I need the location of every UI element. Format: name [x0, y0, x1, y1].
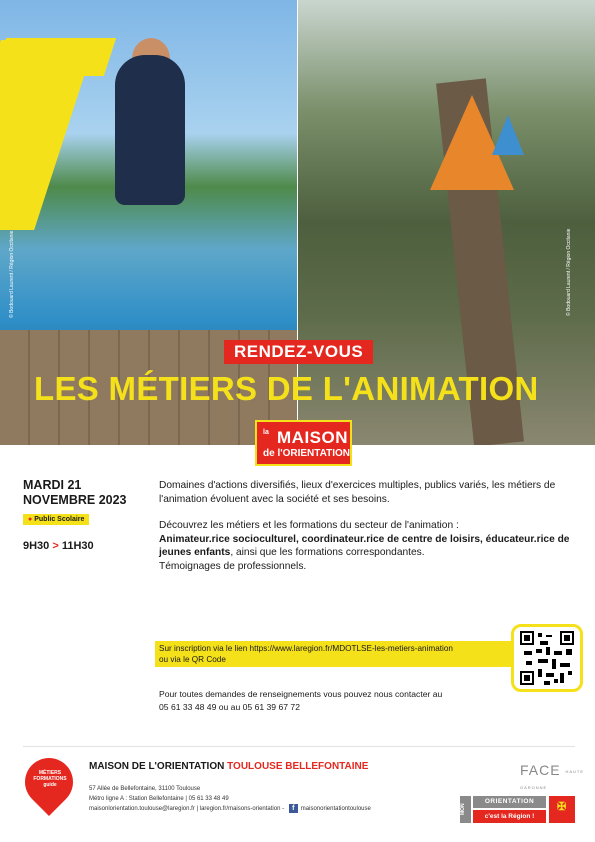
footer-title — [89, 761, 368, 772]
maison-orientation-logo — [255, 420, 352, 466]
discover-jobs: Animateur.rice socioculturel, coordinateur.rice de centre de loisirs, éducateur.rice de jeunes enfants — [159, 533, 570, 558]
facebook-icon[interactable]: f — [289, 804, 298, 813]
email-link[interactable]: maisonlorientation.toulouse@laregion.fr — [89, 806, 195, 813]
registration-box[interactable] — [155, 641, 518, 667]
testimonies-text: Témoignages de professionnels. — [159, 560, 307, 572]
face-logo-text: FACE — [520, 762, 561, 778]
facebook-link[interactable]: maisonorientationtoulouse — [300, 806, 371, 813]
contact-phones[interactable]: 05 61 33 48 49 ou au 05 61 39 67 72 — [159, 702, 300, 712]
logo-line-1: la — [263, 429, 269, 436]
mon-orientation-logo — [460, 796, 546, 823]
time-end: 11H30 — [61, 540, 94, 552]
rendezvous-label: RENDEZ-VOUS — [224, 340, 373, 364]
region-occitanie-logo — [549, 796, 575, 823]
mon-label: MON — [460, 796, 471, 823]
logo-line-3: de l'ORIENTATION — [263, 448, 351, 459]
group-icon: ● — [28, 516, 33, 523]
divider — [23, 746, 575, 747]
orientation-label: ORIENTATION — [473, 796, 546, 808]
footer-title-main: MAISON DE L'ORIENTATION — [89, 761, 228, 772]
registration-link[interactable]: Sur inscription via le lien https://www.laregion.fr/MDOTLSE-les-metiers-animation — [159, 644, 453, 653]
footer-title-location: TOULOUSE BELLEFONTAINE — [227, 761, 369, 772]
website-link[interactable]: laregion.fr/maisons-orientation — [199, 806, 281, 813]
discover-paragraph — [159, 519, 579, 573]
contact-intro: Pour toutes demandes de renseignements vous pouvez nous contacter au — [159, 689, 443, 699]
page-title: LES MÉTIERS DE L'ANIMATION — [34, 370, 539, 407]
discover-lead: Découvrez les métiers et les formations du secteur de l'animation : — [159, 520, 459, 531]
intro-paragraph: Domaines d'actions diversifiés, lieux d'exercices multiples, publics variés, les métiers de l'animation évoluent avec la société et ses besoins. — [159, 480, 556, 505]
footer-address — [89, 785, 229, 804]
qr-code[interactable] — [511, 624, 583, 692]
address-line: 57 Allée de Bellefontaine, 31100 Toulouse — [89, 786, 201, 792]
occitan-cross-icon: ✠ — [557, 801, 567, 813]
logo-line-2: MAISON — [277, 428, 348, 447]
event-time — [23, 540, 94, 552]
photo-credit-left: © Bodouard Laurent / Région Occitanie — [9, 230, 15, 318]
animator-figure — [115, 55, 185, 205]
date-month: NOVEMBRE 2023 — [23, 493, 127, 507]
contact-info — [159, 688, 499, 714]
photo-credit-right: © Bodouard Laurent / Région Occitanie — [566, 228, 572, 316]
metiers-logo-text: MÉTIERS FORMATIONS guide — [33, 770, 67, 788]
face-logo — [520, 762, 595, 794]
face-logo-sub: HAUTE GARONNE — [520, 768, 585, 790]
discover-tail: , ainsi que les formations correspondantes. — [230, 547, 425, 558]
time-start: 9H30 — [23, 540, 50, 552]
footer-links: maisonlorientation.toulouse@laregion.fr | laregion.fr/maisons-orientation - f maisonorientationtoulouse — [89, 805, 371, 813]
event-date — [23, 478, 127, 508]
audience-badge — [23, 514, 89, 525]
qr-code-icon — [520, 631, 574, 685]
metro-line: Métro ligne A : Station Bellefontaine | 05 61 33 48 49 — [89, 795, 229, 802]
arrow-icon: > — [52, 540, 59, 552]
date-day: MARDI 21 — [23, 478, 82, 492]
registration-qr-text: ou via le QR Code — [159, 655, 226, 664]
audience-label: Public Scolaire — [34, 516, 85, 523]
hanging-tent — [492, 115, 524, 155]
region-label: c'est la Région ! — [473, 810, 546, 823]
